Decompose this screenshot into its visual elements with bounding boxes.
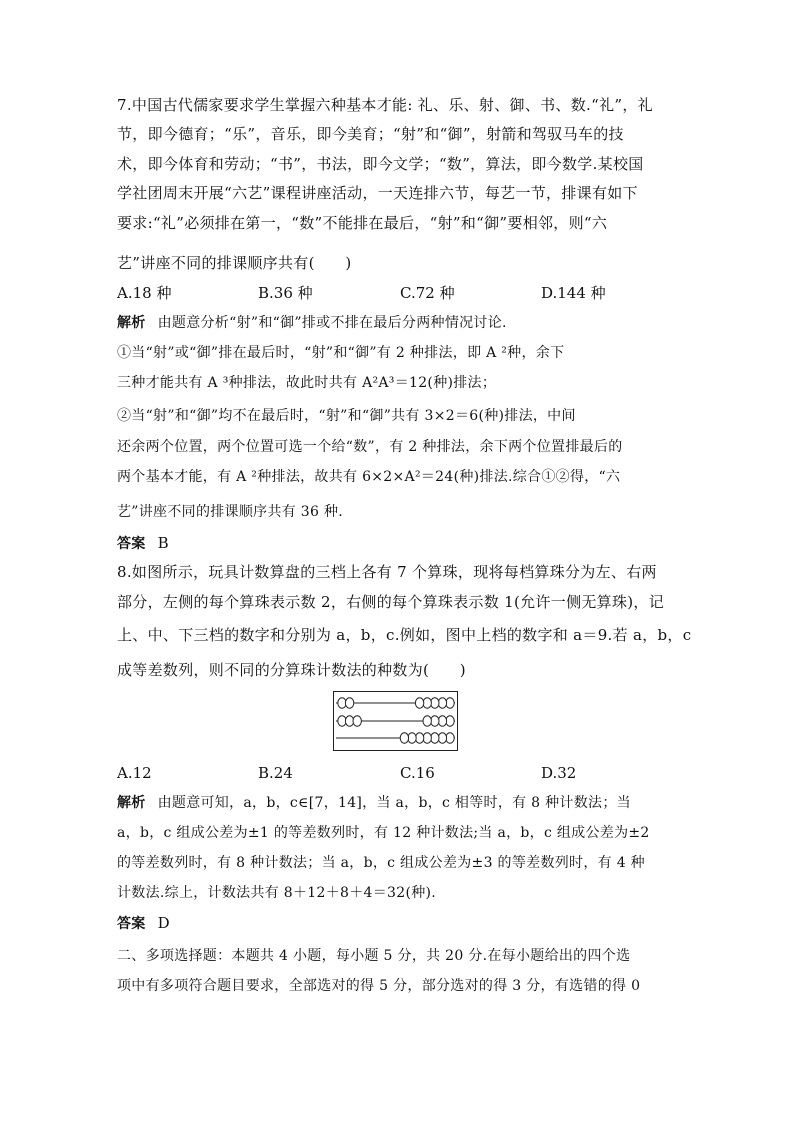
answer-label: 答案 [117, 916, 146, 932]
q8-analysis-line: 的等差数列时，有 8 种计数法；当 a，b，c 组成公差为±3 的等差数列时，有 4 种 [117, 855, 645, 871]
q8-line: 部分，左侧的每个算珠表示数 2，右侧的每个算珠表示数 1(允许一侧无算珠)，记 [117, 593, 665, 611]
q7-analysis-first [117, 312, 677, 334]
analysis-label: 解析 [117, 315, 146, 331]
q7-answer [117, 532, 677, 555]
q8-line: 上、中、下三档的数字和分别为 a，b，c.例如，图中上档的数字和 a＝9.若 a，b，c [117, 626, 692, 644]
q8-options [117, 762, 677, 784]
q8-answer [117, 912, 677, 935]
q7-line: 节，即今德育；“乐”，音乐，即今美育；“射”和“御”，射箭和驾驭马车的技 [117, 125, 624, 143]
q7-analysis-line: 两个基本才能，有 A ²种排法，故共有 6×2×A²＝24(种)排法.综合①②得，“六 [117, 469, 621, 485]
analysis-text: 由题意分析“射”和“御”排或不排在最后分两种情况讨论. [157, 315, 507, 331]
q7-analysis-line: 还余两个位置，两个位置可选一个给“数”，有 2 种排法，余下两个位置排最后的 [117, 439, 623, 455]
answer-value: B [157, 534, 169, 552]
section-2-intro [117, 945, 677, 967]
q7-line: 7.中国古代儒家要求学生掌握六种基本才能: 礼、乐、射、御、书、数.“礼”，礼 [117, 96, 653, 114]
section-2-line: 项中有多项符合题目要求，全部选对的得 5 分，部分选对的得 3 分，有选错的得 0 [117, 978, 641, 994]
q7-options [117, 282, 677, 304]
q7-line: 艺”讲座不同的排课顺序共有( ) [117, 254, 352, 272]
q7-option-a: A.18 种 [117, 284, 172, 302]
abacus-bead-right [423, 716, 431, 726]
q7-option-b: B.36 种 [258, 284, 313, 302]
abacus-figure [333, 691, 458, 751]
q7-analysis-line: 艺”讲座不同的排课顺序共有 36 种. [117, 504, 344, 520]
abacus-bead-left [345, 698, 353, 708]
analysis-label: 解析 [117, 795, 146, 811]
q7-option-c: C.72 种 [400, 284, 455, 302]
answer-label: 答案 [117, 536, 146, 552]
analysis-text: 由题意可知，a，b，c∈[7，14]，当 a，b，c 相等时，有 8 种计数法；当 [157, 795, 631, 811]
q8-option-b: B.24 [258, 764, 293, 782]
q7-analysis-line: ①当“射”或“御”排在最后时，“射”和“御”有 2 种排法，即 A ²种，余下 [117, 345, 565, 361]
abacus-rows [336, 698, 455, 743]
q8-analysis-first [117, 792, 677, 814]
section-2-line: 二、多项选择题：本题共 4 小题，每小题 5 分，共 20 分.在每小题给出的四个选 [117, 948, 631, 964]
q7-analysis-line: 三种才能共有 A ³种排法，故此时共有 A²A³＝12(种)排法； [117, 375, 497, 391]
q8-analysis-line: a，b，c 组成公差为±1 的等差数列时，有 12 种计数法;当 a，b，c 组成公差为±2 [117, 825, 650, 841]
q7-line: 学社团周末开展“六艺”课程讲座活动，一天连排六节，每艺一节，排课有如下 [117, 184, 638, 202]
abacus-bead-right [415, 698, 423, 708]
q8-line: 成等差数列，则不同的分算珠计数法的种数为( ) [117, 661, 466, 679]
q7-analysis-line: ②当“射”和“御”均不在最后时，“射”和“御”共有 3×2＝6(种)排法，中间 [117, 408, 576, 424]
q8-option-a: A.12 [117, 764, 152, 782]
answer-value: D [157, 914, 170, 932]
abacus-bead-right [400, 733, 408, 743]
q7-option-d: D.144 种 [541, 284, 606, 302]
q8-analysis-line: 计数法.综上，计数法共有 8＋12＋8＋4＝32(种). [117, 885, 437, 901]
q8-option-d: D.32 [541, 764, 577, 782]
q7-line: 术，即今体育和劳动；“书”，书法，即今文学；“数”，算法，即今数学.某校国 [117, 155, 644, 173]
q7-line: 要求:“礼”必须排在第一，“数”不能排在最后，“射”和“御”要相邻，则“六 [117, 214, 608, 232]
q8-option-c: C.16 [400, 764, 435, 782]
abacus-bead-left [353, 716, 361, 726]
q8-line: 8.如图所示，玩具计数算盘的三档上各有 7 个算珠，现将每档算珠分为左、右两 [117, 563, 657, 581]
